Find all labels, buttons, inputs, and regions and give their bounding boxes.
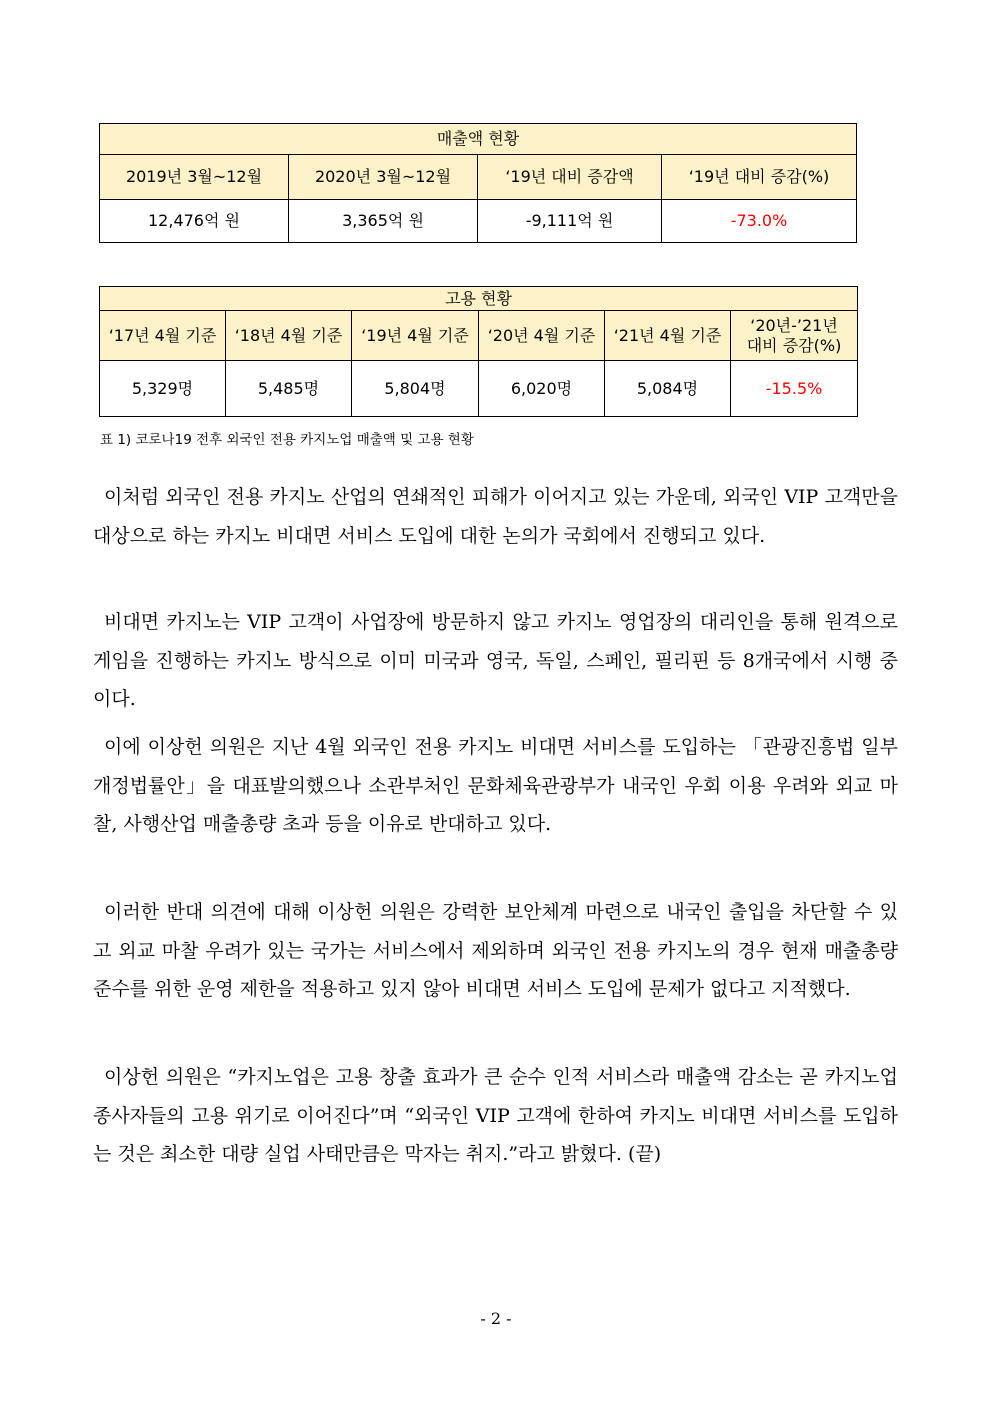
page-number: - 2 - [480,1309,512,1328]
sales-header-change-percent: ‘19년 대비 증감(%) [662,155,857,200]
sales-value-2020: 3,365억 원 [289,200,478,243]
sales-header-2019: 2019년 3월~12월 [100,155,289,200]
employment-value-2019: 5,804명 [352,361,479,417]
sales-table [99,123,857,243]
body-paragraph-3: 이에 이상헌 의원은 지난 4월 외국인 전용 카지노 비대면 서비스를 도입하는 「관광진흥법 일부개정법률안」을 대표발의했으나 소관부처인 문화체육관광부가 내국인 우회 이용 우려와 외교 마찰, 사행산업 매출총량 초과 등을 이유로 반대하고 있다. [93,736,898,835]
sales-value-change-amount: -9,111억 원 [478,200,662,243]
sales-table-title: 매출액 현황 [100,124,857,155]
sales-header-2020: 2020년 3월~12월 [289,155,478,200]
employment-header-change-line1: ‘20년-’21년 [750,315,838,335]
employment-header-change-line2: 대비 증감(%) [746,335,842,355]
sales-header-change-amount: ‘19년 대비 증감액 [478,155,662,200]
employment-header-2020: ‘20년 4월 기준 [479,311,605,361]
employment-table [99,286,858,417]
body-paragraph-1: 이처럼 외국인 전용 카지노 산업의 연쇄적인 피해가 이어지고 있는 가운데, 외국인 VIP 고객만을 대상으로 하는 카지노 비대면 서비스 도입에 대한 논의가 국회에서 진행되고 있다. [93,486,898,547]
employment-value-2017: 5,329명 [100,361,226,417]
employment-header-2019: ‘19년 4월 기준 [352,311,479,361]
employment-header-change-percent [731,311,858,361]
body-paragraph-4: 이러한 반대 의견에 대해 이상헌 의원은 강력한 보안체계 마련으로 내국인 출입을 차단할 수 있고 외교 마찰 우려가 있는 국가는 서비스에서 제외하며 외국인 전용 카지노의 경우 현재 매출총량 준수를 위한 운영 제한을 적용하고 있지 않아 비대면 서비스 도입에 문제가 없다고 지적했다. [93,901,898,1000]
employment-header-2018: ‘18년 4월 기준 [226,311,352,361]
sales-value-change-percent: -73.0% [662,200,857,243]
employment-header-2021: ‘21년 4월 기준 [605,311,731,361]
employment-value-change-percent: -15.5% [731,361,858,417]
body-paragraph-2: 비대면 카지노는 VIP 고객이 사업장에 방문하지 않고 카지노 영업장의 대리인을 통해 원격으로 게임을 진행하는 카지노 방식으로 이미 미국과 영국, 독일, 스페인, 필리핀 등 8개국에서 시행 중이다. [93,611,898,710]
table-caption: 표 1) 코로나19 전후 외국인 전용 카지노업 매출액 및 고용 현황 [100,432,474,448]
employment-table-title: 고용 현황 [100,287,858,311]
sales-value-2019: 12,476억 원 [100,200,289,243]
body-paragraph-5: 이상헌 의원은 “카지노업은 고용 창출 효과가 큰 순수 인적 서비스라 매출액 감소는 곧 카지노업 종사자들의 고용 위기로 이어진다”며 “외국인 VIP 고객에 한하여 카지노 비대면 서비스를 도입하는 것은 최소한 대량 실업 사태만큼은 막자는 취지.”라고 밝혔다. (끝) [93,1066,898,1165]
employment-value-2018: 5,485명 [226,361,352,417]
employment-header-2017: ‘17년 4월 기준 [100,311,226,361]
employment-value-2020: 6,020명 [479,361,605,417]
employment-value-2021: 5,084명 [605,361,731,417]
